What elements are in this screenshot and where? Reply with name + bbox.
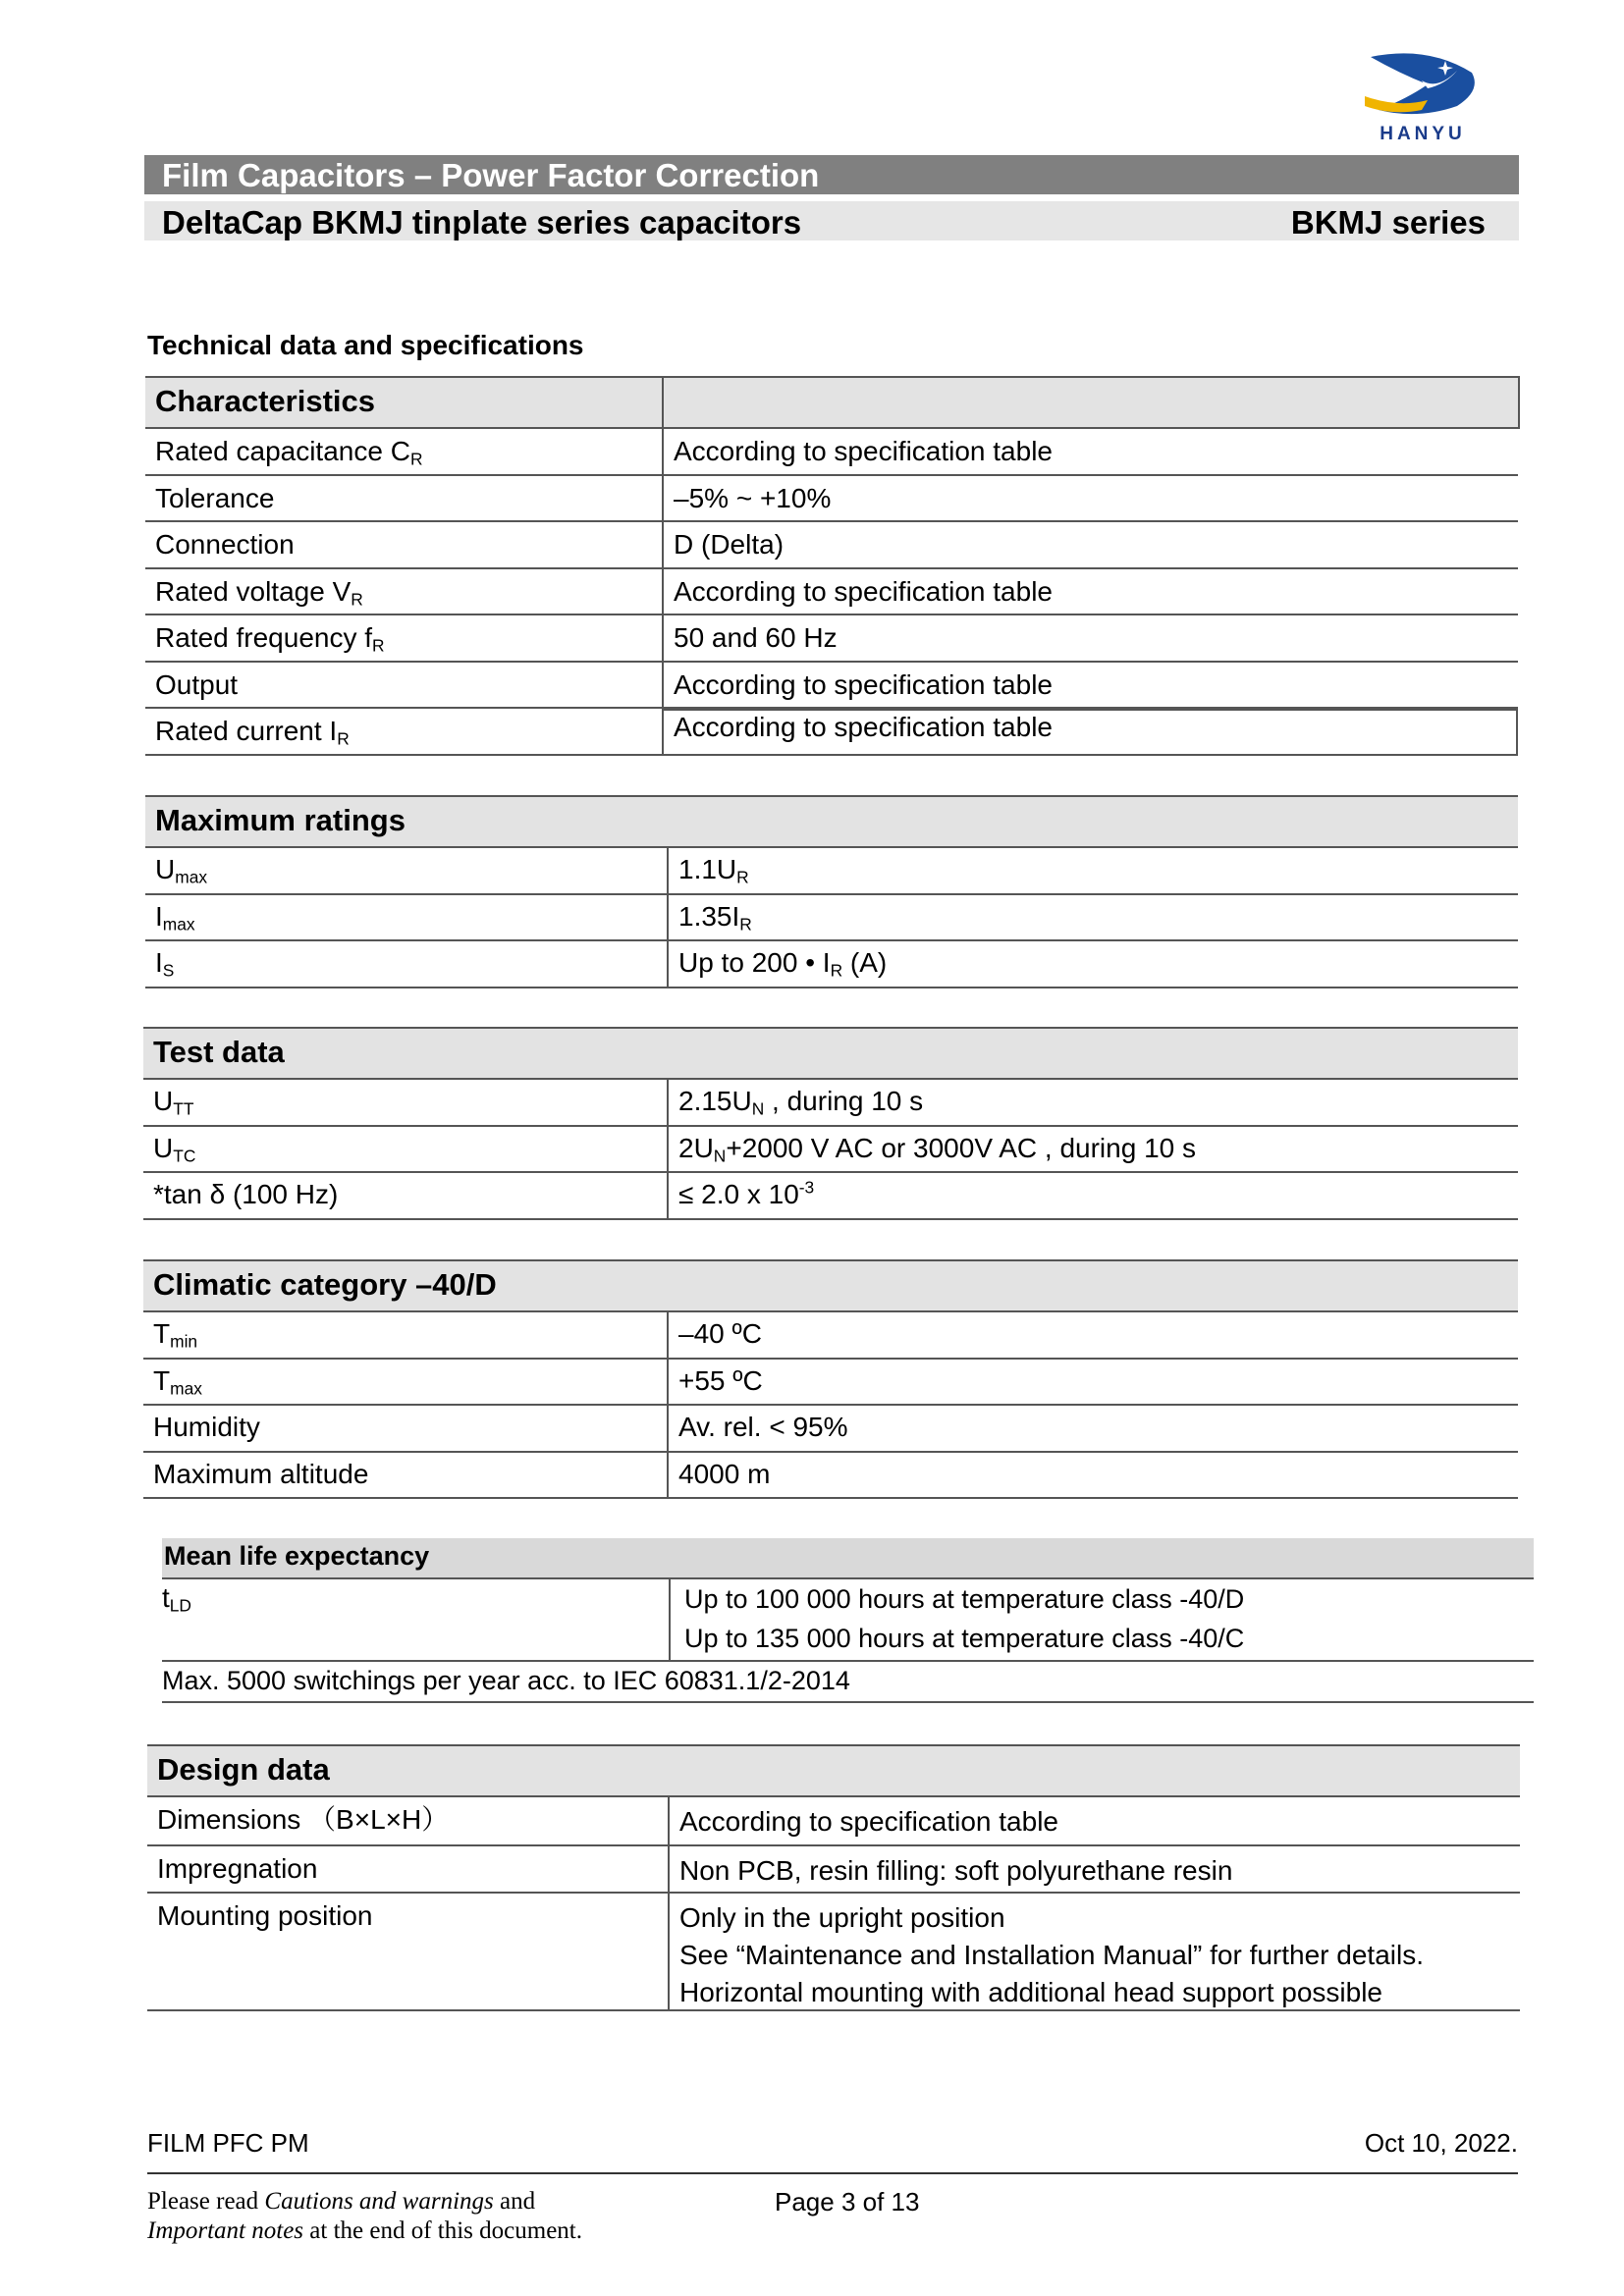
header-banner: [144, 155, 1519, 194]
test-data-table: [143, 1027, 1518, 1220]
row-label: [162, 1581, 191, 1660]
row-value: –40 ºC: [667, 1312, 1518, 1358]
row-label: $T_{min}$: [153, 1318, 198, 1352]
table-row: [145, 941, 1518, 988]
design-data-table: [147, 1744, 1520, 2011]
row-label: $U_{max}$: [155, 854, 208, 887]
value-line: Horizontal mounting with additional head support possible: [679, 1976, 1382, 2007]
row-value: 4000 m: [667, 1453, 1518, 1498]
table-row: [145, 569, 1518, 616]
row-value: ≤ 2.0 x $10^{-3}$: [667, 1173, 1518, 1218]
row-label: Connection: [155, 529, 295, 560]
row-value: According to specification table: [662, 569, 1518, 614]
row-label: $U_{TC}$: [153, 1132, 196, 1165]
table-row: [162, 1662, 1534, 1703]
banner-title: Film Capacitors – Power Factor Correction: [162, 157, 820, 193]
maximum-ratings-table: [145, 795, 1518, 988]
table-title: Design data: [157, 1752, 330, 1787]
table-row: [145, 522, 1518, 569]
row-value: Av. rel. < 95%: [667, 1406, 1518, 1451]
table-title: Test data: [153, 1035, 285, 1069]
life-note: Max. 5000 switchings per year acc. to IEC 60831.1/2-2014: [162, 1666, 850, 1695]
row-label: Rated frequency $f_R$: [155, 622, 385, 656]
subtitle-banner: [144, 201, 1519, 240]
series-name: BKMJ series: [1290, 204, 1486, 240]
row-value: According to specification table: [662, 709, 1518, 754]
table-header: [145, 797, 1518, 848]
climatic-category-table: [143, 1259, 1518, 1499]
row-value: D (Delta): [662, 522, 1518, 567]
row-label: Rated voltage $V_R$: [155, 575, 363, 609]
row-value: 50 and 60 Hz: [662, 615, 1518, 661]
row-value: [668, 1894, 1520, 2009]
row-value: $1.35I_R$: [667, 895, 1518, 940]
mean-life-table: [162, 1538, 1534, 1703]
table-row: [143, 1453, 1518, 1500]
table-header: [147, 1746, 1520, 1797]
table-row: [145, 429, 1518, 476]
row-label: Mounting position: [157, 1899, 373, 1931]
document-date: Oct 10, 2022.: [1364, 2128, 1518, 2158]
table-header: [145, 378, 1518, 429]
row-value: $2U_N+2000$ V AC or 3000V AC , during 10 s: [667, 1127, 1518, 1172]
life-value-2: Up to 135 000 hours at temperature class -40/C: [684, 1624, 1245, 1653]
table-row: [143, 1127, 1518, 1174]
row-value: [668, 1797, 1520, 1844]
table-row: [147, 1797, 1520, 1846]
value-line: Only in the upright position: [679, 1901, 1005, 1933]
table-row: [145, 709, 1518, 756]
table-title: Maximum ratings: [155, 803, 406, 837]
table-row: [145, 615, 1518, 663]
life-label: $t_{LD}$: [162, 1582, 191, 1616]
table-row: [145, 476, 1518, 523]
row-label: Humidity: [153, 1412, 260, 1442]
row-value: +55 ºC: [667, 1360, 1518, 1405]
table-row: [143, 1173, 1518, 1220]
table-row: [145, 848, 1518, 895]
table-header: [162, 1538, 1534, 1579]
row-value: –5% ~ +10%: [662, 476, 1518, 521]
row-value: According to specification table: [662, 429, 1518, 474]
company-logo: [1359, 51, 1487, 145]
value-line: According to specification table: [679, 1806, 1058, 1837]
table-row: [145, 663, 1518, 710]
row-value: $1.1U_R$: [667, 848, 1518, 893]
row-label: $T_{max}$: [153, 1364, 202, 1398]
table-title: Characteristics: [155, 384, 376, 418]
row-label: Impregnation: [157, 1853, 318, 1884]
row-label: Rated capacitance $C_R$: [155, 436, 423, 469]
row-label: Rated current $I_R$: [155, 716, 350, 749]
table-row: [145, 895, 1518, 942]
logo-text: HANYU: [1380, 124, 1466, 144]
table-title: Climatic category –40/D: [153, 1267, 497, 1302]
table-header: [143, 1029, 1518, 1080]
value-line: Non PCB, resin filling: soft polyurethane resin: [679, 1855, 1233, 1886]
footer-note: Please read Cautions and warnings and Important notes at the end of this document.: [147, 2188, 582, 2244]
table-row: [143, 1080, 1518, 1127]
hanyu-logo-icon: [1359, 51, 1487, 124]
footer-divider: [147, 2172, 1518, 2174]
row-label: $I_S$: [155, 947, 175, 981]
row-label: $U_{TT}$: [153, 1086, 194, 1119]
table-row: [147, 1894, 1520, 2011]
table-row: [162, 1579, 1534, 1662]
document-code: FILM PFC PM: [147, 2128, 309, 2158]
page-number: Page 3 of 13: [775, 2187, 920, 2216]
row-label: Output: [155, 668, 239, 700]
row-label: *tan δ (100 Hz): [153, 1179, 339, 1209]
row-label: Maximum altitude: [153, 1458, 369, 1489]
table-header: [143, 1261, 1518, 1312]
row-value: According to specification table: [662, 663, 1518, 708]
characteristics-table: [145, 376, 1518, 756]
table-title: Mean life expectancy: [164, 1541, 430, 1571]
product-subtitle: DeltaCap BKMJ tinplate series capacitors: [162, 204, 802, 240]
row-value: [669, 1579, 1534, 1660]
row-value: Up to 200 • $I_R$ (A): [667, 941, 1518, 987]
table-row: [143, 1312, 1518, 1360]
life-value-1: Up to 100 000 hours at temperature class -40/D: [684, 1584, 1245, 1614]
row-value: $2.15U_N$ , during 10 s: [667, 1080, 1518, 1125]
row-label: Tolerance: [155, 482, 275, 513]
table-row: [143, 1406, 1518, 1453]
value-line: See “Maintenance and Installation Manual” for further details.: [679, 1939, 1424, 1970]
row-value: [668, 1846, 1520, 1892]
table-row: [147, 1846, 1520, 1894]
table-row: [143, 1360, 1518, 1407]
row-label: Dimensions （B×L×H）: [157, 1804, 450, 1835]
section-title: Technical data and specifications: [147, 330, 584, 360]
row-label: $I_{max}$: [155, 900, 195, 934]
